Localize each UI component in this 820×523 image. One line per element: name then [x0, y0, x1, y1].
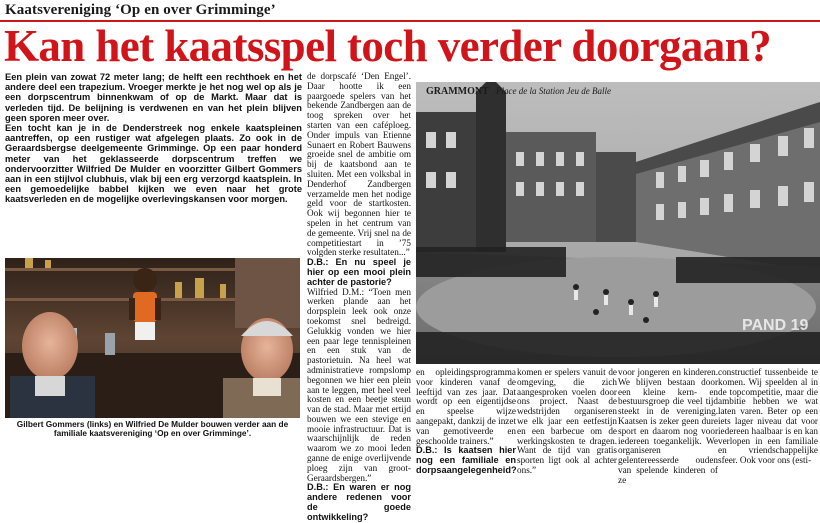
col2-paragraph: Wilfried D.M.: “Toen men werken plande aan het dorpsplein leek ook onze toekomst snel bedreigd. Gelukkig vonden we hier een paar lege tennispleinen en een stuk van de pastorietuin. Na heel wat administratieve rompslomp begonnen we hier een plein aan te leggen, met heel veel kosten en een beetje steun van de stad. Maar met ertijd bouwen we een stevige en mooie infrastructuur. Dat is waarschijnlijk de reden waarom we zo mooi Ieden ganne de enige overlijvende ploeg zijn van groot-Geraardsbergen.”: [307, 286, 411, 483]
pand-watermark: PAND 19: [742, 317, 809, 334]
bottom-paragraph: en opleidingsprogramma voor kinderen vanaf de leeftijd van zes jaar. Dat wordt op een eigentijdse en speelse wijze aangepakt, dankzij de inzet van gemotiveerde en geschoolde trainers.”: [416, 367, 516, 446]
lead-paragraph: [5, 72, 302, 205]
postcard-title: GRAMMONT: [426, 86, 489, 97]
bottom-question: D.B.: Is kaatsen hier nog een familiale en dorpsaangelegenheid?: [416, 445, 517, 475]
bottom-column-3: [618, 368, 718, 486]
bottom-paragraph: constructief tussenbeide te komen. Wij speelden al in de topcompetitie, maar die ambitie hebben we wat laten varen. Beter op een iets lager niveau dat voor iedereen haalbaar is en kan verlopen in een familiale en vriendschappelijke sfeer. Ook voor ons (esti-: [718, 367, 818, 466]
bottom-paragraph: voor jongeren en kinderen. We blijven bestaan door een kleine kern- en bestuursgroep die veel tijd steekt in de vereniging. Kaatsen is zeker geen dure sport en daarom nog voor iedereen toegankelijk. We organiseren gelentereesserde ouden van spelende kinderen of ze: [618, 367, 718, 485]
lead-p2: Een tocht kan je in de Denderstreek nog enkele kaatspleinen aantreffen, op een rustiger wat afgelegen plaats. Zo ook in de Geraardsbergse deelgemeente Grimminge. Op een paar honderd meter van het geklasseerde dorpscentrum treffen we ondervoorzitter Wilfried De Mulder en voorzitter Gilbert Gommers aan in een stijlvol clubhuis, vlak bij een erg verzorgd kaatsplein. In een gemoedelijke babbel kijken we even naar het grote kaatsverleden en de mogelijke overlevingskansen voor morgen.: [5, 123, 302, 205]
lead-p1: Een plein van zowat 72 meter lang; de helft een rechthoek en het andere deel een trapezium. Vroeger merkte je het nog wel op als je een dorpscentrum binnenkwam of op de Markt. Maar dat is verleden tijd. De belijning is verdwenen en van het plein blijven geen sporen meer over.: [5, 72, 302, 123]
col2-paragraph: de dorpscafé ‘Den Engel’. Daar hootte ik een paargoede spelers van het bekende Zandbergen aan de toog spreken over het starten van een caféploeg. Onder impuls van Etienne Sunaert en Robert Bauwens groeide snel de ambitie om bij de kaatsbond aan te sluiten. Met een volksbal in Denderhof Zandbergen verzamelde men het nodige geld voor de startkosten. Ook wij begonnen hier te spelen in het centrum van de gemeente. Vrij snel na de competitiestart in ’75 volgden sterke resultaten...”: [307, 71, 411, 258]
postcard-subtitle: Place de la Station Jeu de Balle: [496, 86, 611, 96]
section-kicker: Kaatsvereniging ‘Op en over Grimminge’: [5, 2, 276, 18]
column-2: [307, 72, 411, 523]
headline: Kan het kaatsspel toch verder doorgaan?: [4, 21, 772, 71]
postcard-illustration: [416, 82, 820, 364]
col2-question: D.B.: En nu speel je hier op een mooi plein achter de pastorie?: [307, 257, 411, 287]
col2-question: D.B.: En waren er nog andere redenen voor de goede ontwikkeling?: [307, 482, 411, 522]
interview-photo-illustration: [5, 258, 300, 418]
interview-photo: [5, 258, 300, 418]
bottom-paragraph: komen er spelers vanuit de omgeving, die zich aangesproken voelen door ons project. Naast de wedstrijden organiseren we elk jaar een eetfestijn en een barbecue om de werkingskosten te dragen. Want de tijd van gratis sporten ligt ook al achter ons.”: [517, 367, 617, 475]
photo-caption: Gilbert Gommers (links) en Wilfried De Mulder bouwen verder aan de familiale kaatsvereniging ‘Op en over Grimminge’.: [16, 419, 289, 439]
historic-postcard-photo: [416, 82, 820, 364]
bottom-column-4: [718, 368, 818, 466]
bottom-column-1: [416, 368, 516, 476]
bottom-column-2: [517, 368, 617, 476]
